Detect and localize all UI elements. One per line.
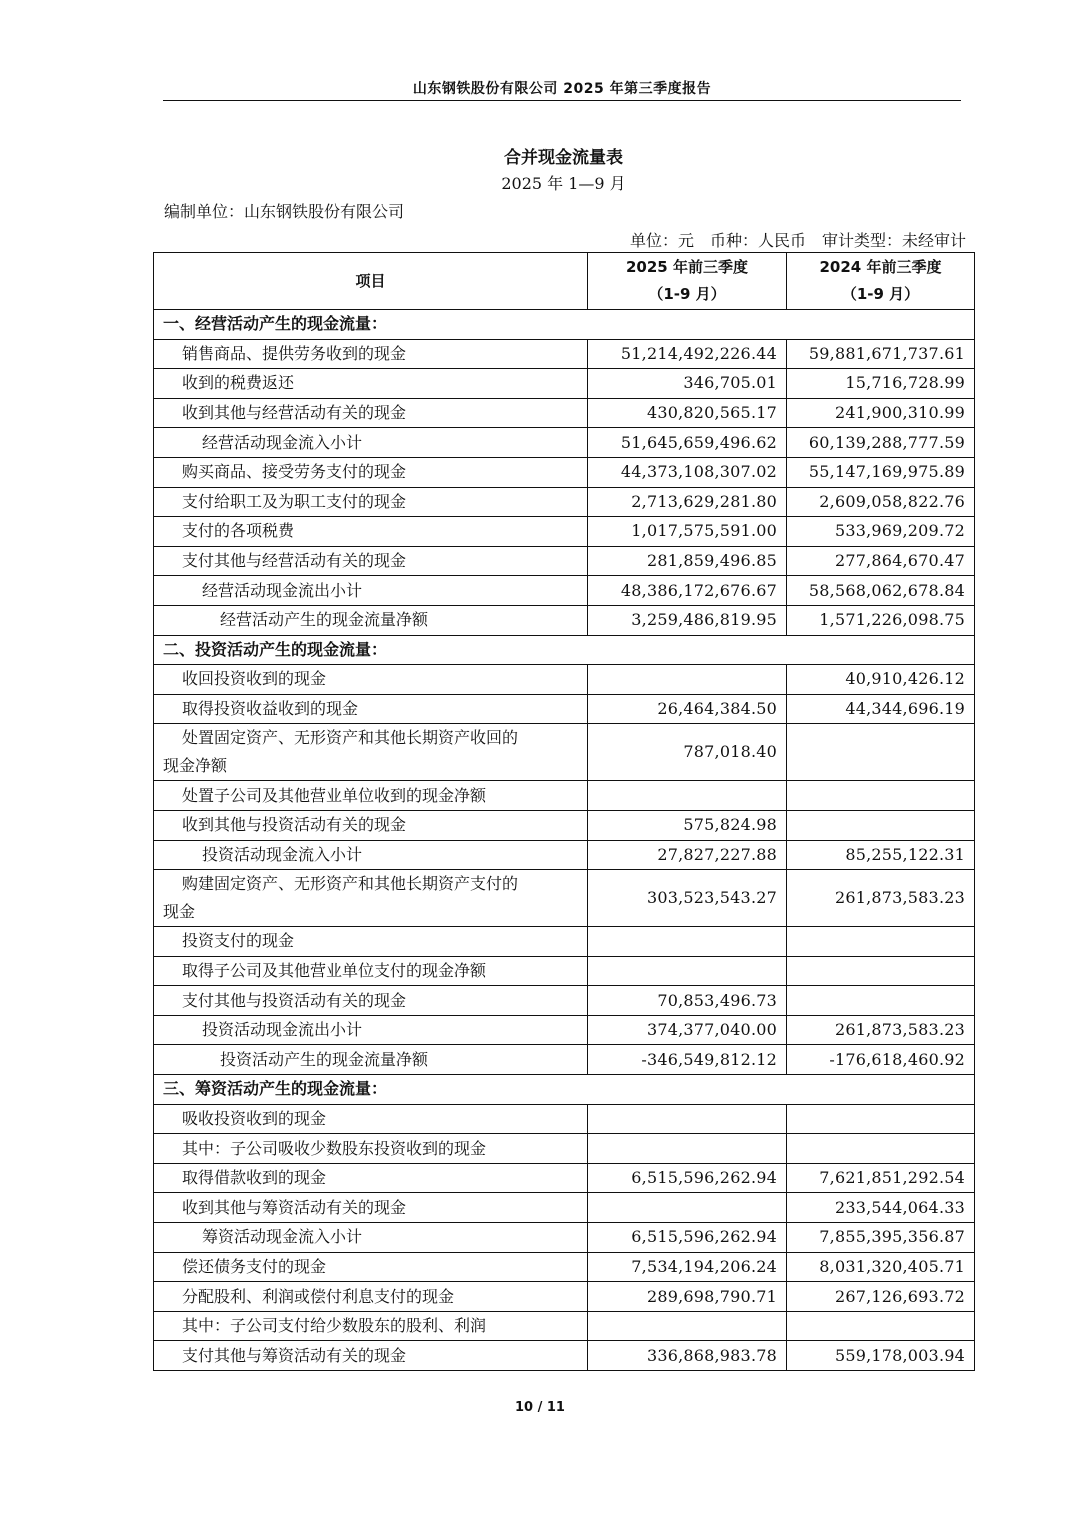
section-heading: 一、经营活动产生的现金流量： — [154, 310, 975, 340]
value-2025 — [588, 1104, 787, 1134]
table-row — [154, 665, 975, 695]
table-row — [154, 1223, 975, 1253]
value-2024: 559,178,003.94 — [787, 1341, 975, 1371]
row-label: 取得借款收到的现金 — [154, 1163, 588, 1193]
row-label: 收到其他与投资活动有关的现金 — [154, 810, 588, 840]
table-row — [154, 986, 975, 1016]
row-label: 经营活动产生的现金流量净额 — [154, 605, 588, 635]
section-row — [154, 1075, 975, 1105]
value-2024: 533,969,209.72 — [787, 517, 975, 547]
value-2024: 58,568,062,678.84 — [787, 576, 975, 606]
value-2025 — [588, 1311, 787, 1341]
row-label: 支付给职工及为职工支付的现金 — [154, 487, 588, 517]
row-label: 收到的税费返还 — [154, 369, 588, 399]
table-row — [154, 1015, 975, 1045]
row-label: 支付其他与筹资活动有关的现金 — [154, 1341, 588, 1371]
value-2025: 26,464,384.50 — [588, 694, 787, 724]
value-2024: 2,609,058,822.76 — [787, 487, 975, 517]
value-2024: 55,147,169,975.89 — [787, 457, 975, 487]
section-row — [154, 310, 975, 340]
row-label: 支付的各项税费 — [154, 517, 588, 547]
row-label: 取得投资收益收到的现金 — [154, 694, 588, 724]
value-2025: 303,523,543.27 — [588, 870, 787, 927]
table-row — [154, 1193, 975, 1223]
table-row — [154, 1252, 975, 1282]
column-header-2024-line1: 2024 年前三季度 — [819, 258, 942, 276]
table-row — [154, 840, 975, 870]
value-2025: 2,713,629,281.80 — [588, 487, 787, 517]
value-2025: 3,259,486,819.95 — [588, 605, 787, 635]
value-2025: 575,824.98 — [588, 810, 787, 840]
table-row — [154, 1341, 975, 1371]
row-label: 投资活动产生的现金流量净额 — [154, 1045, 588, 1075]
table-row — [154, 810, 975, 840]
row-label — [154, 870, 588, 927]
value-2024: 241,900,310.99 — [787, 398, 975, 428]
value-2024 — [787, 927, 975, 957]
row-label: 筹资活动现金流入小计 — [154, 1223, 588, 1253]
table-row — [154, 457, 975, 487]
value-2024 — [787, 1104, 975, 1134]
row-label-line1: 处置固定资产、无形资产和其他长期资产收回的 — [182, 728, 519, 748]
column-header-2025 — [588, 253, 787, 310]
value-2024: 40,910,426.12 — [787, 665, 975, 695]
row-label: 经营活动现金流入小计 — [154, 428, 588, 458]
value-2024: 267,126,693.72 — [787, 1282, 975, 1312]
value-2025 — [588, 1193, 787, 1223]
column-header-2024-line2: （1-9 月） — [841, 285, 920, 303]
section-row — [154, 635, 975, 665]
row-label: 处置子公司及其他营业单位收到的现金净额 — [154, 781, 588, 811]
value-2025: 6,515,596,262.94 — [588, 1163, 787, 1193]
table-row — [154, 1134, 975, 1164]
row-label: 投资活动现金流入小计 — [154, 840, 588, 870]
row-label-line2: 现金 — [163, 902, 196, 922]
value-2025 — [588, 956, 787, 986]
column-header-2025-line1: 2025 年前三季度 — [626, 258, 748, 276]
value-2025: 430,820,565.17 — [588, 398, 787, 428]
row-label: 支付其他与经营活动有关的现金 — [154, 546, 588, 576]
value-2024: 233,544,064.33 — [787, 1193, 975, 1223]
value-2025: 6,515,596,262.94 — [588, 1223, 787, 1253]
table-row — [154, 369, 975, 399]
row-label: 其中：子公司吸收少数股东投资收到的现金 — [154, 1134, 588, 1164]
section-heading: 三、筹资活动产生的现金流量： — [154, 1075, 975, 1105]
value-2024 — [787, 1311, 975, 1341]
value-2025: 289,698,790.71 — [588, 1282, 787, 1312]
value-2024 — [787, 986, 975, 1016]
cash-flow-table — [153, 252, 975, 1371]
value-2025: 1,017,575,591.00 — [588, 517, 787, 547]
table-row — [154, 1163, 975, 1193]
row-label: 吸收投资收到的现金 — [154, 1104, 588, 1134]
row-label: 收到其他与经营活动有关的现金 — [154, 398, 588, 428]
value-2024: 60,139,288,777.59 — [787, 428, 975, 458]
preparer-line: 编制单位：山东钢铁股份有限公司 — [164, 202, 405, 221]
row-label: 投资支付的现金 — [154, 927, 588, 957]
page-header: 山东钢铁股份有限公司 2025 年第三季度报告 — [412, 81, 712, 97]
row-label: 购买商品、接受劳务支付的现金 — [154, 457, 588, 487]
value-2025: 281,859,496.85 — [588, 546, 787, 576]
value-2024: 7,855,395,356.87 — [787, 1223, 975, 1253]
value-2025: 48,386,172,676.67 — [588, 576, 787, 606]
row-label-line1: 购建固定资产、无形资产和其他长期资产支付的 — [182, 874, 519, 894]
value-2024: 59,881,671,737.61 — [787, 339, 975, 369]
value-2025: 374,377,040.00 — [588, 1015, 787, 1045]
value-2024 — [787, 781, 975, 811]
section-heading: 二、投资活动产生的现金流量： — [154, 635, 975, 665]
value-2025 — [588, 665, 787, 695]
row-label: 收回投资收到的现金 — [154, 665, 588, 695]
value-2025 — [588, 927, 787, 957]
table-row — [154, 694, 975, 724]
table-row — [154, 339, 975, 369]
table-row — [154, 1282, 975, 1312]
table-row — [154, 927, 975, 957]
column-header-2024 — [787, 253, 975, 310]
value-2024: -176,618,460.92 — [787, 1045, 975, 1075]
table-row — [154, 428, 975, 458]
column-header-2025-line2: （1-9 月） — [648, 285, 726, 303]
value-2024: 8,031,320,405.71 — [787, 1252, 975, 1282]
table-row — [154, 546, 975, 576]
value-2025: 51,214,492,226.44 — [588, 339, 787, 369]
row-label: 分配股利、利润或偿付利息支付的现金 — [154, 1282, 588, 1312]
value-2024: 7,621,851,292.54 — [787, 1163, 975, 1193]
value-2025 — [588, 1134, 787, 1164]
value-2024 — [787, 810, 975, 840]
row-label — [154, 724, 588, 781]
unit-currency-audit-line: 单位：元 币种：人民币 审计类型：未经审计 — [629, 231, 966, 250]
header-rule — [163, 100, 961, 101]
value-2024: 85,255,122.31 — [787, 840, 975, 870]
value-2025: 70,853,496.73 — [588, 986, 787, 1016]
value-2025: -346,549,812.12 — [588, 1045, 787, 1075]
row-label: 其中：子公司支付给少数股东的股利、利润 — [154, 1311, 588, 1341]
value-2025: 27,827,227.88 — [588, 840, 787, 870]
table-row — [154, 605, 975, 635]
row-label: 取得子公司及其他营业单位支付的现金净额 — [154, 956, 588, 986]
row-label: 支付其他与投资活动有关的现金 — [154, 986, 588, 1016]
table-row — [154, 1104, 975, 1134]
value-2024: 277,864,670.47 — [787, 546, 975, 576]
value-2025: 787,018.40 — [588, 724, 787, 781]
table-row — [154, 1045, 975, 1075]
value-2024: 44,344,696.19 — [787, 694, 975, 724]
table-row — [154, 576, 975, 606]
value-2025: 346,705.01 — [588, 369, 787, 399]
row-label: 偿还债务支付的现金 — [154, 1252, 588, 1282]
row-label-line2: 现金净额 — [163, 756, 228, 776]
value-2025 — [588, 781, 787, 811]
value-2024: 15,716,728.99 — [787, 369, 975, 399]
table-row — [154, 870, 975, 927]
value-2024: 261,873,583.23 — [787, 1015, 975, 1045]
table-row — [154, 517, 975, 547]
value-2024 — [787, 956, 975, 986]
table-row — [154, 781, 975, 811]
value-2025: 336,868,983.78 — [588, 1341, 787, 1371]
row-label: 投资活动现金流出小计 — [154, 1015, 588, 1045]
value-2025: 7,534,194,206.24 — [588, 1252, 787, 1282]
value-2024 — [787, 724, 975, 781]
value-2024: 261,873,583.23 — [787, 870, 975, 927]
page-number: 10 / 11 — [515, 1400, 565, 1415]
value-2025: 51,645,659,496.62 — [588, 428, 787, 458]
table-body — [154, 310, 975, 1371]
table-row — [154, 487, 975, 517]
value-2024: 1,571,226,098.75 — [787, 605, 975, 635]
value-2025: 44,373,108,307.02 — [588, 457, 787, 487]
table-row — [154, 1311, 975, 1341]
document-title: 合并现金流量表 — [504, 148, 623, 168]
table-row — [154, 724, 975, 781]
value-2024 — [787, 1134, 975, 1164]
row-label: 收到其他与筹资活动有关的现金 — [154, 1193, 588, 1223]
column-header-item: 项目 — [154, 253, 588, 310]
table-row — [154, 956, 975, 986]
row-label: 经营活动现金流出小计 — [154, 576, 588, 606]
row-label: 销售商品、提供劳务收到的现金 — [154, 339, 588, 369]
table-header-row — [154, 253, 975, 310]
table-row — [154, 398, 975, 428]
report-period: 2025 年 1—9 月 — [501, 174, 626, 193]
